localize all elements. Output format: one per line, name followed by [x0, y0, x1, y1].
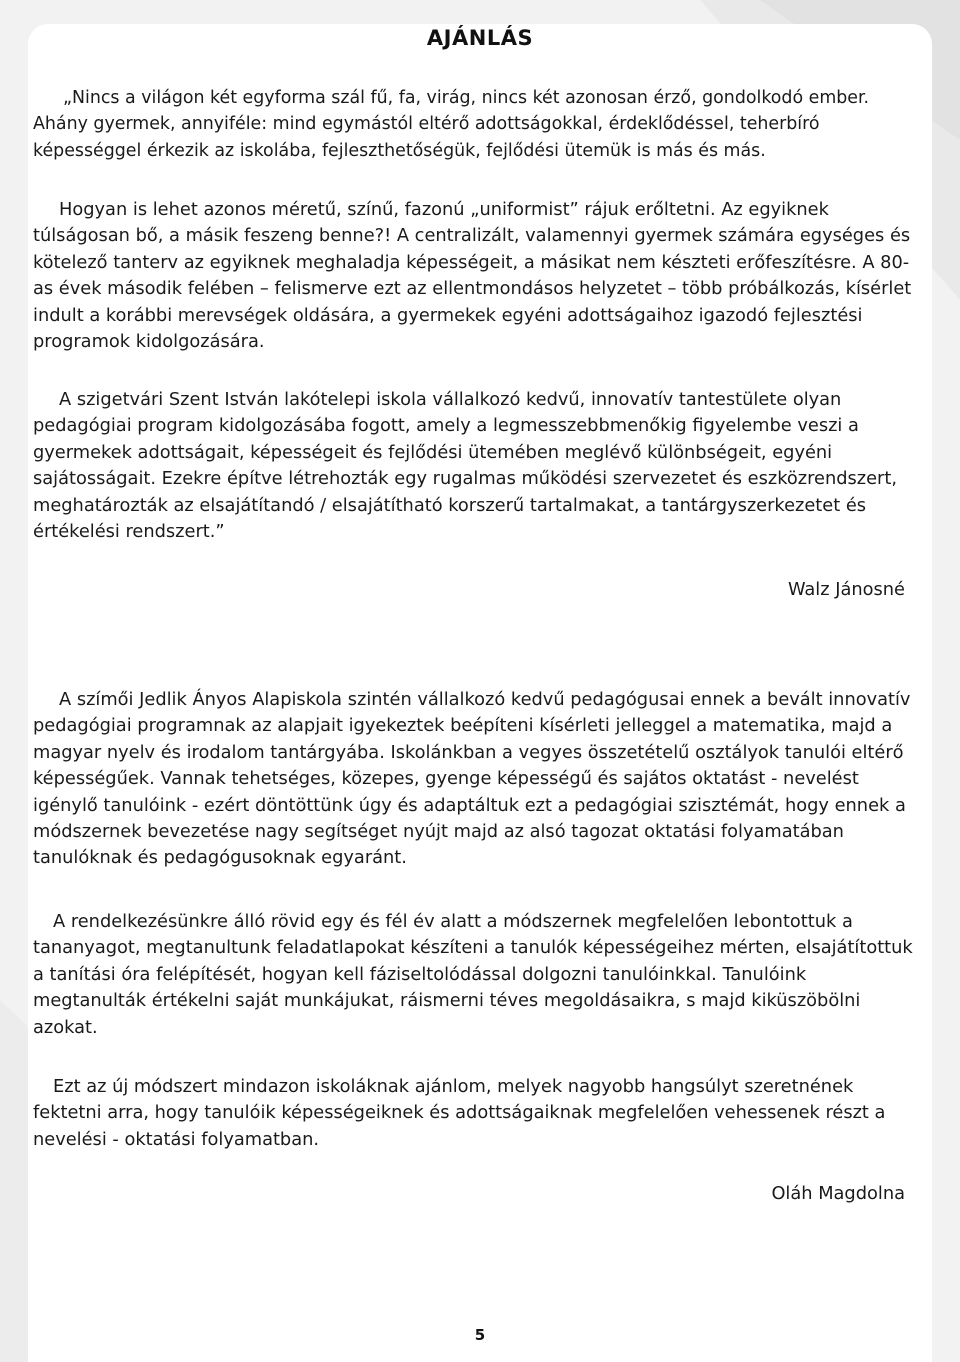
- page-number: 5: [474, 1326, 486, 1344]
- paragraph-uniform: Hogyan is lehet azonos méretű, színű, fazonú „uniformist” rájuk erőltetni. Az egyiknek túlságosan bő, a másik feszeng benne?! A centralizált, valamennyi gyermek számára egységes és kötelező tanterv az egyiknek meghaladja képességeit, a másikat nem készteti erőfeszítésre. A 80-as évek második felében – felismerve ezt az ellentmondásos helyzetet – több próbálkozás, kísérlet indult a korábbi merevségek oldására, a gyermekek egyéni adottságaihoz igazodó fejlesztési programok kidolgozására.: [33, 199, 912, 353]
- paragraph-szigetvar-school: A szigetvári Szent István lakótelepi iskola vállalkozó kedvű, innovatív tantestülete olyan pedagógiai program kidolgozásába fogott, amely a legmesszebbmenőkig figyelembe veszi a gyermekek adottságait, képességeit és fejlődési ütemében meglévő különbségeit, egyéni sajátosságait. Ezekre építve létrehozták egy rugalmas működési szervezetet és eszközrendszert, meghatározták az elsajátítandó / elsajátítható korszerű tartalmakat, a tantárgyszerkezetet és értékelési rendszert.”: [33, 389, 897, 543]
- signature-olah: Oláh Magdolna: [771, 1183, 905, 1204]
- paragraph-szimo-school: A szímői Jedlik Ányos Alapiskola szintén vállalkozó kedvű pedagógusai ennek a bevált innovatív pedagógiai programnak az alapjait igyekeztek beépíteni kísérleti jelleggel a matematika, majd a magyar nyelv és irodalom tantárgyába. Iskolánkban a vegyes összetételű osztályok tanulói eltérő képességűek. Vannak tehetséges, közepes, gyenge képességű és sajátos oktatást - nevelést igénylő tanulóink - ezért döntöttünk úgy és adaptáltuk ezt a pedagógiai szisztémát, hogy ennek a módszernek bevezetése nagy segítséget nyújt majd az alsó tagozat oktatási folyamatában tanulóknak és pedagógusoknak egyaránt.: [33, 689, 911, 869]
- paragraph-progress: A rendelkezésünkre álló rövid egy és fél év alatt a módszernek megfelelően lebontottuk a tananyagot, megtanultunk feladatlapokat készíteni a tanulók képességeihez mérten, elsajátítottuk a tanítási óra felépítését, hogyan kell fáziseltolódással dolgozni tanulóinkkal. Tanulóink megtanulták értékelni saját munkájukat, ráismerni téves megoldásaikra, s majd kiküszöbölni azokat.: [33, 911, 913, 1038]
- signature-walz: Walz Jánosné: [787, 579, 905, 600]
- paragraph-quote-intro: „Nincs a világon két egyforma szál fű, fa, virág, nincs két azonosan érző, gondolkodó ember. Ahány gyermek, annyiféle: mind egymástól eltérő adottságokkal, érdeklődéssel, teherbíró képességgel érkezik az iskolába, fejleszthetőségük, fejlődési ütemük is más és más.: [33, 88, 870, 161]
- page-title: AJÁNLÁS: [426, 26, 534, 50]
- paragraph-recommendation: Ezt az új módszert mindazon iskoláknak ajánlom, melyek nagyobb hangsúlyt szeretnének fektetni arra, hogy tanulóik képességeiknek és adottságaiknak megfelelően vehessenek részt a nevelési - oktatási folyamatban.: [33, 1076, 886, 1150]
